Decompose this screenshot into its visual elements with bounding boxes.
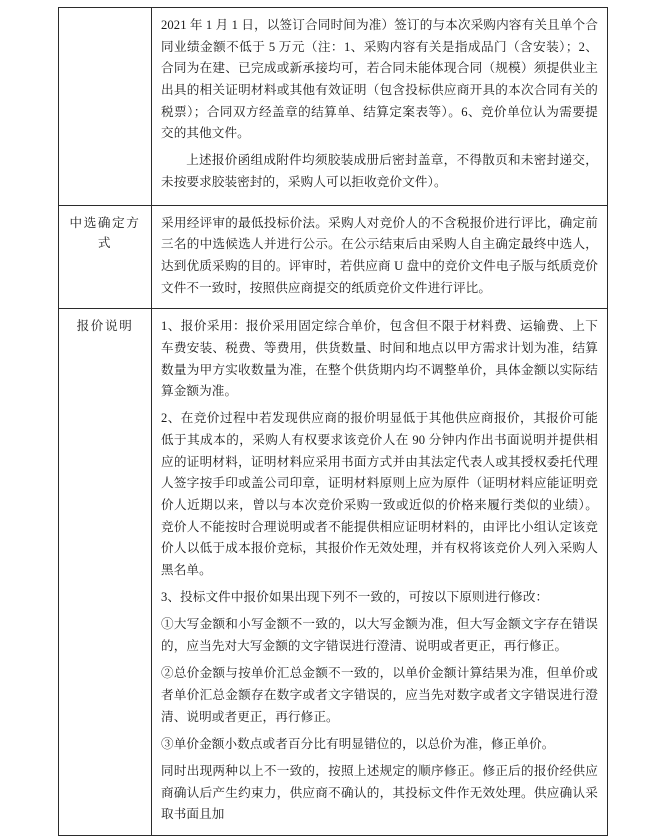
document-page xyxy=(0,7,668,828)
table-row xyxy=(59,309,608,836)
row-label-text: 报价说明 xyxy=(76,319,134,334)
paragraph-binding-note: 上述报价函组成附件均须胶装成册后密封盖章，不得散页和未密封递交，未按要求胶装密封的，采购人可以拒收竞价文件）。 xyxy=(161,152,598,189)
row-label-quotation-notes xyxy=(59,309,152,836)
row-body-quotation-notes xyxy=(152,309,608,836)
table-row xyxy=(59,8,608,206)
row-body-cell-1 xyxy=(152,8,608,206)
table-row xyxy=(59,205,608,309)
row-label-text: 中选确定方式 xyxy=(69,215,141,250)
paragraph-quote-item-3b: ②总价金额与按单价汇总金额不一致的，以单价金额计算结果为准，但单价或者单价汇总金额存在数字或者文字错误的，应当先对数字或者文字错误进行澄清、说明或者更正，再行修正。 xyxy=(161,666,598,724)
paragraph-quote-item-3a: ①大写金额和小写金额不一致的，以大写金额为准，但大写金额文字存在错误的，应当先对大写金额的文字错误进行澄清、说明或者更正，再行修正。 xyxy=(161,617,598,654)
row-label-cell-1 xyxy=(59,8,152,206)
paragraph-continuation: 2021 年 1 月 1 日，以签订合同时间为准）签订的与本次采购内容有关且单个合同业绩金额不低于 5 万元（注：1、采购内容有关是指成品门（含安装）；2、合同为在建、已完成或新承接均可，若合同未能体现合同（规模）须提供业主出具的相关证明材料或其他有效证明（包含投标供应商开具的本次合同有关的税票）；合同双方经盖章的结算单、结算定案表等）。6、竞价单位认为需要提交的其他文件。 xyxy=(161,18,598,141)
paragraph-quote-closing: 同时出现两种以上不一致的，按照上述规定的顺序修正。修正后的报价经供应商确认后产生约束力，供应商不确认的，其投标文件作无效处理。供应确认采取书面且加 xyxy=(161,763,598,822)
paragraph-quote-item-3c: ③单价金额小数点或者百分比有明显错位的，以总价为准，修正单价。 xyxy=(161,736,555,751)
row-label-selection-method xyxy=(59,205,152,309)
paragraph-quote-item-1: 1、报价采用：报价采用固定综合单价，包含但不限于材料费、运输费、上下车费安装、税费、等费用，供货数量、时间和地点以甲方需求计划为准，结算数量为甲方实收数量为准，在整个供货期内均不调整单价，具体金额以实际结算金额为准。 xyxy=(161,319,598,399)
paragraph-quote-item-2: 2、在竞价过程中若发现供应商的报价明显低于其他供应商报价，其报价可能低于其成本的，采购人有权要求该竞价人在 90 分钟内作出书面说明并提供相应的证明材料，证明材料应采用书面方式并由其法定代表人或其授权委托代理人签字按手印或盖公司印章，证明材料原则上应为原件（证明材料应能证明竞价人近期以来，曾以与本次竞价采购一致或近似的价格来履行类似的业绩）。竞价人不能按时合理说明或者不能提供相应证明材料的，由评比小组认定该竞价人以低于成本报价竞标，其报价作无效处理，并有权将该竞价人列入采购人黑名单。 xyxy=(161,411,598,578)
paragraph-selection-method: 采用经评审的最低投标价法。采购人对竞价人的不含税报价进行评比，确定前三名的中选候选人并进行公示。在公示结束后由采购人自主确定最终中选人，达到优质采购的目的。评审时，若供应商 U 盘中的竞价文件电子版与纸质竞价文件不一致时，按照供应商提交的纸质竞价文件进行评比。 xyxy=(161,215,598,295)
paragraph-quote-item-3: 3、投标文件中报价如果出现下列不一致的，可按以下原则进行修改： xyxy=(161,590,549,605)
contract-terms-table xyxy=(58,7,608,836)
row-body-selection-method xyxy=(152,205,608,309)
